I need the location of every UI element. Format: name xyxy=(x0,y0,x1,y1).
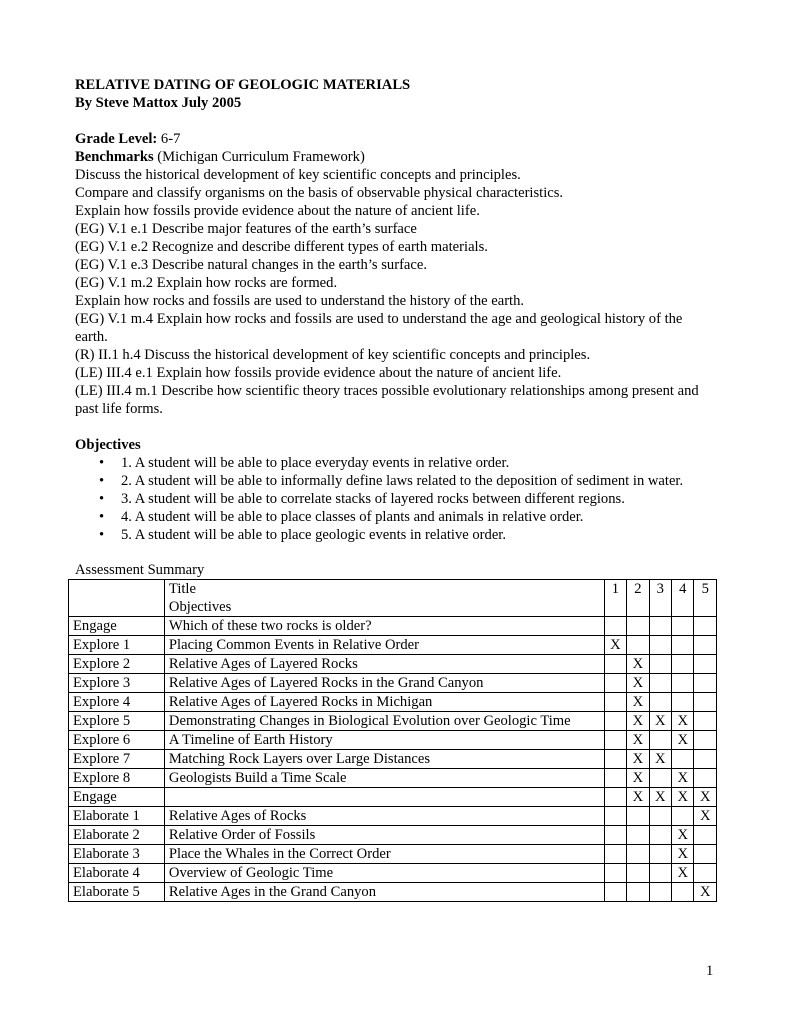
objective-mark-cell xyxy=(604,712,626,731)
objective-mark-cell: X xyxy=(627,674,649,693)
benchmark-line: Discuss the historical development of key scientific concepts and principles. xyxy=(75,167,521,183)
objective-list xyxy=(75,454,715,544)
objective-mark-cell xyxy=(604,807,626,826)
phase-cell: Explore 6 xyxy=(69,731,165,750)
benchmark-line: (EG) V.1 m.2 Explain how rocks are formed. xyxy=(75,275,338,291)
objective-text: 5. A student will be able to place geologic events in relative order. xyxy=(121,527,507,543)
grade-level-value: 6-7 xyxy=(157,131,181,147)
objective-mark-cell xyxy=(627,807,649,826)
activity-title-cell: Relative Ages in the Grand Canyon xyxy=(164,883,604,902)
objective-mark-cell xyxy=(604,731,626,750)
objective-mark-cell xyxy=(694,674,717,693)
objective-text: 3. A student will be able to correlate stacks of layered rocks between different regions. xyxy=(121,491,625,507)
phase-cell: Explore 8 xyxy=(69,769,165,788)
objective-item xyxy=(75,454,715,472)
objective-mark-cell xyxy=(604,769,626,788)
table-row xyxy=(69,750,717,769)
activity-title-cell: Relative Ages of Layered Rocks in the Grand Canyon xyxy=(164,674,604,693)
objective-mark-cell xyxy=(694,655,717,674)
benchmarks-note: (Michigan Curriculum Framework) xyxy=(153,149,365,165)
objective-mark-cell xyxy=(604,864,626,883)
page-number: 1 xyxy=(706,963,714,979)
objective-mark-cell xyxy=(649,883,671,902)
objective-mark-cell: X xyxy=(627,712,649,731)
benchmarks-label: Benchmarks xyxy=(75,149,154,165)
table-header-title xyxy=(164,580,604,617)
objective-mark-cell xyxy=(672,750,694,769)
benchmark-line: (LE) III.4 m.1 Describe how scientific theory traces possible evolutionary relationships among present and past life forms. xyxy=(75,383,699,417)
phase-cell: Elaborate 3 xyxy=(69,845,165,864)
objective-mark-cell xyxy=(672,693,694,712)
objective-mark-cell xyxy=(694,712,717,731)
table-row xyxy=(69,807,717,826)
objective-item xyxy=(75,472,715,490)
objective-mark-cell: X xyxy=(694,883,717,902)
objective-mark-cell xyxy=(627,864,649,883)
objective-mark-cell xyxy=(694,693,717,712)
activity-title-cell: Matching Rock Layers over Large Distances xyxy=(164,750,604,769)
objective-mark-cell: X xyxy=(672,712,694,731)
objective-mark-cell xyxy=(604,788,626,807)
bullet-icon: • xyxy=(99,527,105,543)
objective-mark-cell: X xyxy=(672,769,694,788)
objective-mark-cell: X xyxy=(649,750,671,769)
objective-mark-cell xyxy=(649,655,671,674)
benchmark-line: (LE) III.4 e.1 Explain how fossils provide evidence about the nature of ancient life. xyxy=(75,365,562,381)
benchmark-list xyxy=(75,166,715,418)
header-objectives-label: Objectives xyxy=(168,599,232,615)
bullet-icon: • xyxy=(99,455,105,471)
bullet-icon: • xyxy=(99,509,105,525)
bullet-icon: • xyxy=(99,491,105,507)
benchmark-line: (R) II.1 h.4 Discuss the historical development of key scientific concepts and principles. xyxy=(75,347,591,363)
objective-mark-cell xyxy=(604,674,626,693)
assessment-caption: Assessment Summary xyxy=(75,562,205,578)
table-header-row xyxy=(69,580,717,617)
benchmark-line: (EG) V.1 e.3 Describe natural changes in the earth’s surface. xyxy=(75,257,428,273)
objective-mark-cell xyxy=(694,617,717,636)
objective-mark-cell: X xyxy=(627,655,649,674)
objective-mark-cell xyxy=(604,826,626,845)
table-row xyxy=(69,826,717,845)
objective-mark-cell xyxy=(694,731,717,750)
objective-mark-cell xyxy=(694,769,717,788)
benchmark-line: (EG) V.1 m.4 Explain how rocks and fossils are used to understand the age and geological history of the earth. xyxy=(75,311,683,345)
activity-title-cell: Relative Ages of Rocks xyxy=(164,807,604,826)
table-row xyxy=(69,655,717,674)
objective-mark-cell: X xyxy=(604,636,626,655)
objective-mark-cell xyxy=(694,864,717,883)
phase-cell: Explore 4 xyxy=(69,693,165,712)
table-row xyxy=(69,617,717,636)
objective-mark-cell: X xyxy=(672,788,694,807)
objective-mark-cell xyxy=(672,883,694,902)
assessment-table xyxy=(68,579,717,902)
objective-item xyxy=(75,490,715,508)
phase-cell: Explore 1 xyxy=(69,636,165,655)
objective-mark-cell xyxy=(649,845,671,864)
benchmark-line: Compare and classify organisms on the basis of observable physical characteristics. xyxy=(75,185,564,201)
activity-title-cell: Which of these two rocks is older? xyxy=(164,617,604,636)
objective-mark-cell xyxy=(604,655,626,674)
phase-cell: Explore 3 xyxy=(69,674,165,693)
objective-mark-cell: X xyxy=(627,750,649,769)
objective-mark-cell xyxy=(672,807,694,826)
table-row xyxy=(69,883,717,902)
objective-mark-cell xyxy=(694,750,717,769)
phase-cell: Engage xyxy=(69,617,165,636)
table-header-col: 1 xyxy=(604,580,626,617)
objective-mark-cell xyxy=(649,674,671,693)
objective-text: 4. A student will be able to place classes of plants and animals in relative order. xyxy=(121,509,584,525)
objective-mark-cell: X xyxy=(649,788,671,807)
objective-mark-cell xyxy=(672,636,694,655)
document-byline: By Steve Mattox July 2005 xyxy=(75,95,242,111)
table-header-col: 3 xyxy=(649,580,671,617)
objective-mark-cell xyxy=(649,693,671,712)
table-row xyxy=(69,693,717,712)
phase-cell: Elaborate 5 xyxy=(69,883,165,902)
document-page xyxy=(75,76,715,902)
activity-title-cell: Geologists Build a Time Scale xyxy=(164,769,604,788)
objective-mark-cell: X xyxy=(694,788,717,807)
objective-mark-cell xyxy=(627,826,649,845)
objective-mark-cell xyxy=(694,826,717,845)
objective-mark-cell xyxy=(672,617,694,636)
objective-mark-cell xyxy=(649,769,671,788)
objective-mark-cell xyxy=(649,731,671,750)
table-header-col: 2 xyxy=(627,580,649,617)
objective-text: 1. A student will be able to place everyday events in relative order. xyxy=(121,455,510,471)
objective-mark-cell xyxy=(604,750,626,769)
objective-mark-cell xyxy=(627,883,649,902)
activity-title-cell: Place the Whales in the Correct Order xyxy=(164,845,604,864)
bullet-icon: • xyxy=(99,473,105,489)
objective-mark-cell xyxy=(604,883,626,902)
table-row xyxy=(69,674,717,693)
phase-cell: Engage xyxy=(69,788,165,807)
activity-title-cell: Placing Common Events in Relative Order xyxy=(164,636,604,655)
grade-level xyxy=(75,130,715,148)
activity-title-cell xyxy=(164,788,604,807)
benchmark-line: (EG) V.1 e.1 Describe major features of the earth’s surface xyxy=(75,221,417,237)
table-row xyxy=(69,788,717,807)
header-title-label: Title xyxy=(168,581,196,597)
objective-mark-cell xyxy=(649,636,671,655)
table-row xyxy=(69,769,717,788)
activity-title-cell: Demonstrating Changes in Biological Evolution over Geologic Time xyxy=(164,712,604,731)
objective-mark-cell xyxy=(672,674,694,693)
objective-item xyxy=(75,526,715,544)
objective-mark-cell: X xyxy=(672,845,694,864)
activity-title-cell: Overview of Geologic Time xyxy=(164,864,604,883)
objective-mark-cell: X xyxy=(694,807,717,826)
objective-mark-cell: X xyxy=(672,864,694,883)
objective-mark-cell: X xyxy=(672,731,694,750)
activity-title-cell: Relative Ages of Layered Rocks xyxy=(164,655,604,674)
objective-mark-cell xyxy=(649,617,671,636)
objective-mark-cell: X xyxy=(649,712,671,731)
activity-title-cell: A Timeline of Earth History xyxy=(164,731,604,750)
benchmarks-heading xyxy=(75,148,715,166)
benchmark-line: Explain how fossils provide evidence about the nature of ancient life. xyxy=(75,203,480,219)
objective-mark-cell: X xyxy=(627,788,649,807)
objective-mark-cell xyxy=(604,845,626,864)
objective-mark-cell xyxy=(672,655,694,674)
objective-mark-cell: X xyxy=(627,731,649,750)
objectives-heading: Objectives xyxy=(75,437,141,453)
objective-mark-cell xyxy=(604,693,626,712)
table-header-blank xyxy=(69,580,165,617)
objective-mark-cell xyxy=(649,826,671,845)
table-header-col: 4 xyxy=(672,580,694,617)
benchmark-line: (EG) V.1 e.2 Recognize and describe different types of earth materials. xyxy=(75,239,488,255)
objective-mark-cell xyxy=(627,636,649,655)
objective-text: 2. A student will be able to informally define laws related to the deposition of sediment in water. xyxy=(121,473,684,489)
table-row xyxy=(69,864,717,883)
phase-cell: Elaborate 2 xyxy=(69,826,165,845)
grade-level-label: Grade Level: xyxy=(75,131,158,147)
objective-mark-cell xyxy=(649,807,671,826)
table-header-col: 5 xyxy=(694,580,717,617)
phase-cell: Elaborate 1 xyxy=(69,807,165,826)
phase-cell: Explore 5 xyxy=(69,712,165,731)
objective-mark-cell: X xyxy=(627,693,649,712)
table-row xyxy=(69,731,717,750)
phase-cell: Explore 7 xyxy=(69,750,165,769)
objective-item xyxy=(75,508,715,526)
objective-mark-cell xyxy=(604,617,626,636)
activity-title-cell: Relative Ages of Layered Rocks in Michigan xyxy=(164,693,604,712)
objective-mark-cell xyxy=(694,845,717,864)
benchmark-line: Explain how rocks and fossils are used to understand the history of the earth. xyxy=(75,293,525,309)
objective-mark-cell xyxy=(627,617,649,636)
objective-mark-cell: X xyxy=(672,826,694,845)
activity-title-cell: Relative Order of Fossils xyxy=(164,826,604,845)
table-row xyxy=(69,845,717,864)
objective-mark-cell: X xyxy=(627,769,649,788)
phase-cell: Elaborate 4 xyxy=(69,864,165,883)
objective-mark-cell xyxy=(649,864,671,883)
phase-cell: Explore 2 xyxy=(69,655,165,674)
objective-mark-cell xyxy=(694,636,717,655)
table-row xyxy=(69,712,717,731)
document-title: RELATIVE DATING OF GEOLOGIC MATERIALS xyxy=(75,77,411,93)
objective-mark-cell xyxy=(627,845,649,864)
table-row xyxy=(69,636,717,655)
